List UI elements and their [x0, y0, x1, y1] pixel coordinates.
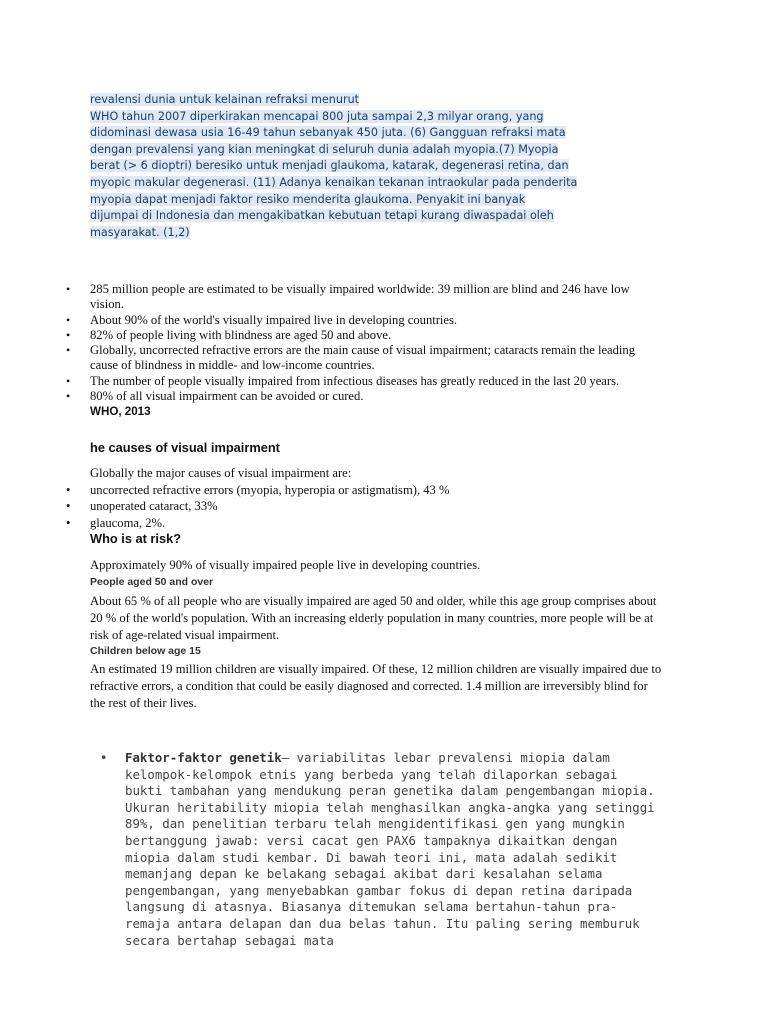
indo-line: dengan prevalensi yang kian meningkat di seluruh dunia adalah myopia.(7) Myopia	[90, 142, 559, 156]
who-fact-item: • Globally, uncorrected refractive errors are the main cause of visual impairment; cataracts remain the leading cause of blindness in middle- and low-income countries.	[66, 343, 666, 374]
genetic-factors-item	[100, 750, 660, 949]
genetic-term: Faktor-faktor genetik	[125, 750, 282, 765]
causes-heading: he causes of visual impairment	[90, 440, 280, 455]
causes-intro: Globally the major causes of visual impairment are:	[90, 466, 352, 480]
genetic-description: — variabilitas lebar prevalensi miopia dalam kelompok-kelompok etnis yang berbeda yang telah dilaporkan sebagai bukti tambahan yang mendukung peran genetika dalam pengembangan miopia. Ukuran heritability miopia telah menghasilkan angka-angka yang setinggi 89%, dan penelitian terbaru telah mengidentifikasi gen yang mungkin bertanggung jawab: versi cacat gen PAX6 tampaknya dikaitkan dengan miopia dalam studi kembar. Di bawah teori ini, mata adalah sedikit memanjang depan ke belakang sebagai akibat dari kesalahan selama pengembangan, yang menyebabkan gambar fokus di depan retina daripada langsung di atasnya. Biasanya ditemukan selama bertahun-tahun pra-remaja antara delapan dan dua belas tahun. Itu paling sering memburuk secara bertahap sebagai mata	[125, 750, 655, 948]
who-fact-item: • About 90% of the world's visually impaired live in developing countries.	[66, 313, 666, 328]
cause-item: • glaucoma, 2%.	[66, 515, 666, 531]
indo-line: masyarakat. (1,2)	[90, 225, 190, 239]
children-heading: Children below age 15	[90, 645, 201, 657]
indo-line: myopic makular degenerasi. (11) Adanya kenaikan tekanan intraokular pada penderita	[90, 175, 578, 189]
who-source: WHO, 2013	[90, 405, 151, 418]
who-fact-item: • 285 million people are estimated to be visually impaired worldwide: 39 million are blind and 246 have low vision.	[66, 282, 666, 313]
indonesian-paragraph	[90, 92, 610, 241]
bullet-icon: •	[100, 750, 108, 765]
cause-item: • uncorrected refractive errors (myopia, hyperopia or astigmatism), 43 %	[66, 482, 666, 498]
who-fact-item: • The number of people visually impaired from infectious diseases has greatly reduced in the last 20 years.	[66, 374, 666, 389]
indo-line: revalensi dunia untuk kelainan refraksi menurut	[90, 93, 360, 106]
causes-list	[66, 482, 666, 531]
indo-line: WHO tahun 2007 diperkirakan mencapai 800 juta sampai 2,3 milyar orang, yang	[90, 109, 544, 123]
risk-intro: Approximately 90% of visually impaired people live in developing countries.	[90, 558, 481, 572]
indo-line: didominasi dewasa usia 16-49 tahun sebanyak 450 juta. (6) Gangguan refraksi mata	[90, 126, 566, 140]
indo-line: dijumpai di Indonesia dan mengakibatkan kebutuan tetapi kurang diwaspadai oleh	[90, 209, 554, 223]
aged-text: About 65 % of all people who are visually impaired are aged 50 and older, while this age group comprises about 20 % of the world's population. With an increasing elderly population in many countries, more people will be at risk of age-related visual impairment.	[90, 594, 657, 642]
indo-line: berat (> 6 dioptri) beresiko untuk menjadi glaukoma, katarak, degenerasi retina, dan	[90, 159, 569, 173]
aged-heading: People aged 50 and over	[90, 576, 214, 588]
who-fact-item: • 82% of people living with blindness are aged 50 and above.	[66, 328, 666, 343]
genetic-text	[125, 750, 660, 949]
risk-heading: Who is at risk?	[90, 531, 182, 546]
children-text: An estimated 19 million children are visually impaired. Of these, 12 million children are visually impaired due to refractive errors, a condition that could be easily diagnosed and corrected. 1.4 million are irreversibly blind for the rest of their lives.	[90, 662, 662, 710]
cause-item: • unoperated cataract, 33%	[66, 498, 666, 514]
who-fact-item: • 80% of all visual impairment can be avoided or cured.	[66, 389, 666, 404]
indo-line: myopia dapat menjadi faktor resiko menderita glaukoma. Penyakit ini banyak	[90, 192, 526, 206]
who-facts-list	[66, 282, 666, 404]
